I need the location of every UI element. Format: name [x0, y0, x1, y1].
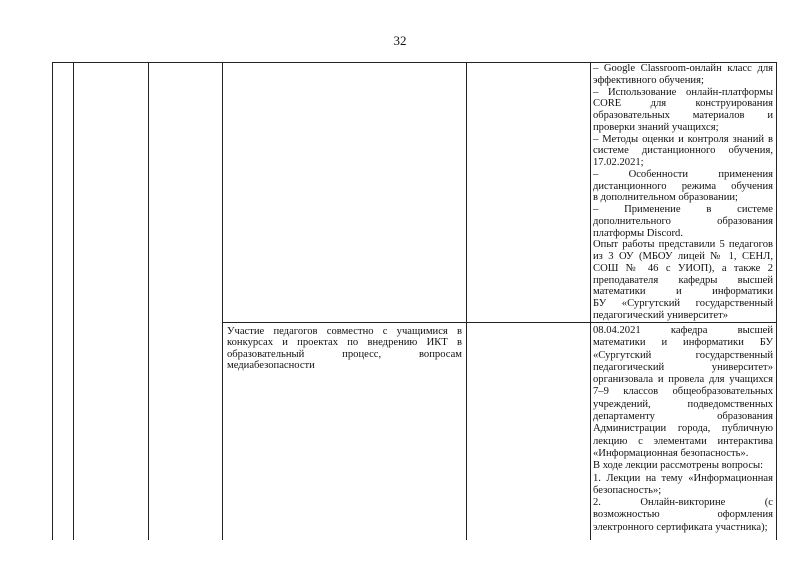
- text-line: – Особенности применения: [593, 168, 773, 180]
- text-line: – Использование онлайн-платформы: [593, 86, 773, 98]
- text-line: конкурсах и проектах по внедрению ИКТ в: [227, 337, 462, 349]
- column-border: [776, 62, 777, 540]
- column-border: [222, 62, 223, 540]
- column-border: [73, 62, 74, 540]
- text-line: медиабезопасности: [227, 359, 315, 371]
- text-line: математики и информатики: [593, 286, 773, 298]
- text-line: образовательных материалов и: [593, 110, 773, 121]
- text-line: 08.04.2021 кафедра высшей: [593, 325, 773, 336]
- column-border: [148, 62, 149, 540]
- text-line: лекцию с элементами интерактива: [593, 435, 773, 447]
- text-line: Участие педагогов совместно с учащимися в: [227, 326, 462, 337]
- text-line: – Применение в системе: [593, 204, 773, 215]
- text-line: – Методы оценки и контроля знаний в: [593, 133, 773, 145]
- column-border: [52, 62, 53, 540]
- text-line: образовательный процесс, вопросам: [227, 348, 462, 360]
- text-line: в дополнительном образовании;: [593, 192, 738, 204]
- text-line: Администрации города, публичную: [593, 423, 773, 435]
- text-line: эффективного обучения;: [593, 74, 704, 86]
- row-divider: [222, 322, 777, 323]
- text-line: 7–9 классов общеобразовательных: [593, 386, 773, 398]
- text-line: департаменту образования: [593, 411, 773, 423]
- column-border: [466, 62, 467, 540]
- text-line: педагогический университет»: [593, 361, 773, 373]
- text-line: системе дистанционного обучения,: [593, 145, 773, 157]
- text-line: дистанционного режима обучения: [593, 180, 773, 192]
- text-line: из 3 ОУ (МБОУ лицей № 1, СЕНЛ,: [593, 251, 773, 262]
- text-line: «Сургутский государственный: [593, 349, 773, 361]
- text-line: 1. Лекции на тему «Информационная: [593, 472, 773, 484]
- column-border: [590, 62, 591, 540]
- text-line: Опыт работы представили 5 педагогов: [593, 239, 773, 251]
- text-line: математики и информатики БУ: [593, 337, 773, 349]
- text-line: «Информационная безопасность».: [593, 447, 749, 459]
- activity-cell: [227, 326, 462, 371]
- text-line: дополнительного образования: [593, 215, 773, 227]
- text-line: БУ «Сургутский государственный: [593, 298, 773, 309]
- text-line: В ходе лекции рассмотрены вопросы:: [593, 460, 764, 472]
- text-line: учреждений, подведомственных: [593, 398, 773, 410]
- text-line: возможностью оформления: [593, 509, 773, 521]
- text-line: СОШ № 46 с УИОП), а также 2: [593, 262, 773, 274]
- text-line: 2. Онлайн-викторине (с: [593, 497, 773, 509]
- results-cell-top: [593, 63, 773, 322]
- text-line: проверки знаний учащихся;: [593, 121, 719, 133]
- page-number: 32: [393, 33, 407, 48]
- text-line: безопасность»;: [593, 484, 662, 496]
- results-cell-bottom: [593, 325, 773, 534]
- text-line: CORE для конструирования: [593, 98, 773, 110]
- text-line: платформы Discord.: [593, 227, 683, 239]
- text-line: педагогический университет»: [593, 309, 729, 321]
- text-line: преподавателя кафедры высшей: [593, 274, 773, 286]
- text-line: 17.02.2021;: [593, 157, 644, 168]
- text-line: – Google Classroom-онлайн класс для: [593, 63, 773, 74]
- text-line: организовала и провела для учащихся: [593, 374, 773, 386]
- text-line: электронного сертификата участника);: [593, 521, 768, 533]
